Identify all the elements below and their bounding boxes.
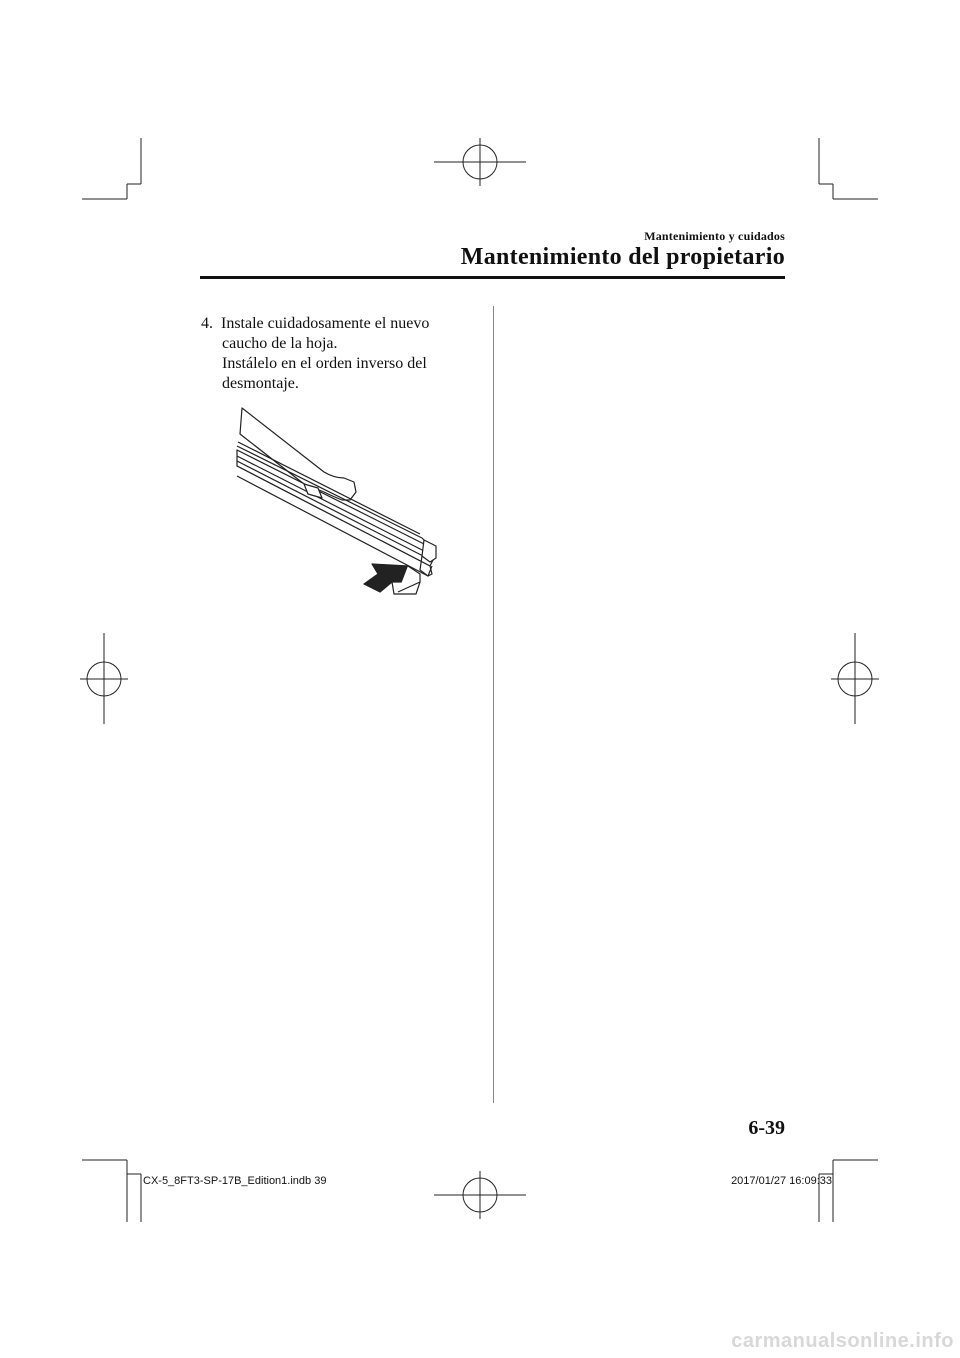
step-text-line: Instálelo en el orden inverso del <box>222 355 427 372</box>
page-title: Mantenimiento del propietario <box>460 244 785 270</box>
footer-timestamp: 2017/01/27 16:09:33 <box>731 1175 832 1187</box>
column-divider <box>493 306 494 1103</box>
wiper-blade-illustration <box>232 406 447 601</box>
step-text-line: desmontaje. <box>222 375 299 392</box>
watermark: carmanualsonline.info <box>731 1330 954 1352</box>
step-number: 4. <box>201 315 213 332</box>
header-rule <box>200 276 785 279</box>
step-text-line: Instale cuidadosamente el nuevo <box>221 315 430 332</box>
section-label: Mantenimiento y cuidados <box>644 229 785 243</box>
footer-file-info: CX-5_8FT3-SP-17B_Edition1.indb 39 <box>143 1175 327 1187</box>
step-text-line: caucho de la hoja. <box>222 335 338 352</box>
page-number: 6-39 <box>748 1117 785 1139</box>
instruction-step <box>201 314 471 394</box>
